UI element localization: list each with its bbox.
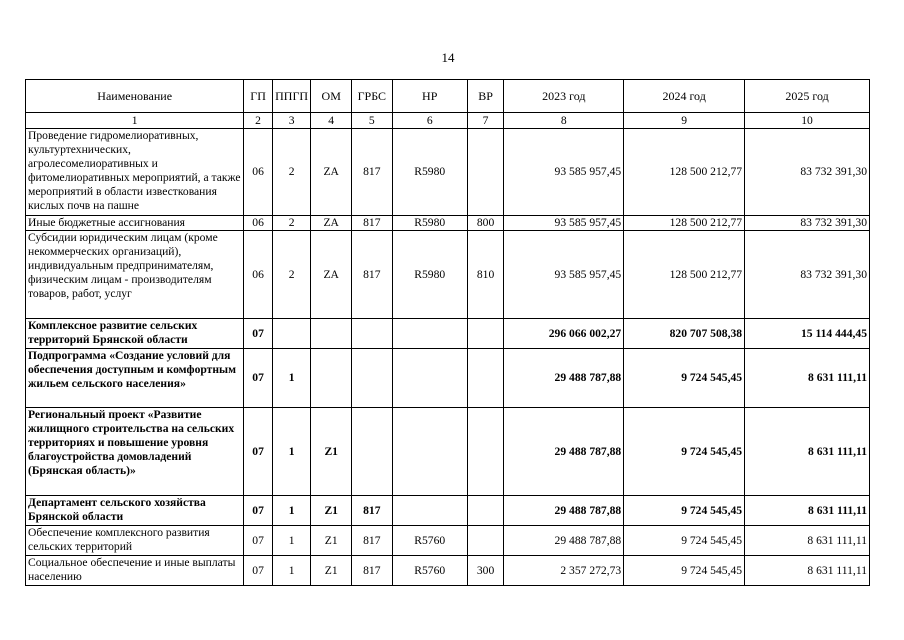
row-vr [467,526,504,556]
row-name: Обеспечение комплексного развития сельских территорий [26,526,244,556]
row-grbs: 817 [352,216,393,231]
row-ppgp: 1 [272,496,311,526]
row-vr [467,349,504,408]
row-nr [392,349,467,408]
header-gp: ГП [244,80,272,113]
row-nr: R5980 [392,129,467,216]
row-grbs: 817 [352,556,393,586]
row-name: Департамент сельского хозяйства Брянской области [26,496,244,526]
row-om: Z1 [311,526,352,556]
row-name: Социальное обеспечение и иные выплаты населению [26,556,244,586]
row-amount-2023: 2 357 272,73 [504,556,624,586]
row-amount-2025: 83 732 391,30 [745,231,870,319]
column-number: 8 [504,113,624,129]
row-vr [467,408,504,496]
header-vr: ВР [467,80,504,113]
table-row [26,216,870,231]
header-nr: НР [392,80,467,113]
row-amount-2023: 93 585 957,45 [504,129,624,216]
row-nr: R5980 [392,216,467,231]
column-number: 1 [26,113,244,129]
row-amount-2025: 83 732 391,30 [745,129,870,216]
row-nr: R5980 [392,231,467,319]
row-gp: 07 [244,319,272,349]
header-2023: 2023 год [504,80,624,113]
row-name: Субсидии юридическим лицам (кроме некоммерческих организаций), индивидуальным предпринимателям, физическим лицам - производителям товаров, работ, услуг [26,231,244,319]
row-nr: R5760 [392,556,467,586]
table-row [26,526,870,556]
table-row [26,556,870,586]
row-amount-2024: 9 724 545,45 [624,349,745,408]
column-number-row [26,113,870,129]
row-nr [392,408,467,496]
row-grbs: 817 [352,526,393,556]
row-gp: 07 [244,496,272,526]
column-number: 10 [745,113,870,129]
row-gp: 06 [244,216,272,231]
row-grbs [352,349,393,408]
row-nr [392,319,467,349]
row-name: Проведение гидромелиоративных, культуртехнических, агролесомелиоративных и фитомелиоративных мероприятий, а также мероприятий в области известкования кислых почв на пашне [26,129,244,216]
row-vr: 800 [467,216,504,231]
row-vr [467,319,504,349]
header-grbs: ГРБС [352,80,393,113]
row-gp: 07 [244,556,272,586]
row-vr: 810 [467,231,504,319]
row-amount-2023: 29 488 787,88 [504,496,624,526]
row-gp: 06 [244,231,272,319]
budget-table [25,79,870,586]
row-ppgp: 2 [272,231,311,319]
row-ppgp: 1 [272,349,311,408]
row-amount-2024: 9 724 545,45 [624,526,745,556]
row-ppgp: 2 [272,129,311,216]
row-amount-2023: 29 488 787,88 [504,349,624,408]
header-ppgp: ППГП [272,80,311,113]
header-row [26,80,870,113]
row-grbs [352,408,393,496]
row-amount-2025: 83 732 391,30 [745,216,870,231]
row-amount-2025: 8 631 111,11 [745,349,870,408]
table-row [26,231,870,319]
row-grbs: 817 [352,496,393,526]
header-2025: 2025 год [745,80,870,113]
row-amount-2025: 8 631 111,11 [745,556,870,586]
header-2024: 2024 год [624,80,745,113]
column-number: 2 [244,113,272,129]
row-amount-2024: 820 707 508,38 [624,319,745,349]
row-name: Комплексное развитие сельских территорий Брянской области [26,319,244,349]
row-nr: R5760 [392,526,467,556]
row-amount-2025: 15 114 444,45 [745,319,870,349]
row-om: Z1 [311,496,352,526]
column-number: 7 [467,113,504,129]
row-ppgp [272,319,311,349]
row-amount-2024: 9 724 545,45 [624,408,745,496]
column-number: 3 [272,113,311,129]
row-amount-2023: 93 585 957,45 [504,231,624,319]
row-grbs [352,319,393,349]
row-name: Подпрограмма «Создание условий для обеспечения доступным и комфортным жильем сельского населения» [26,349,244,408]
row-amount-2025: 8 631 111,11 [745,526,870,556]
table-row [26,496,870,526]
row-vr: 300 [467,556,504,586]
column-number: 9 [624,113,745,129]
column-number: 5 [352,113,393,129]
row-amount-2023: 29 488 787,88 [504,408,624,496]
row-amount-2024: 9 724 545,45 [624,556,745,586]
row-ppgp: 1 [272,408,311,496]
row-ppgp: 1 [272,556,311,586]
row-om [311,319,352,349]
table-row [26,349,870,408]
row-ppgp: 2 [272,216,311,231]
table-row [26,129,870,216]
row-amount-2024: 128 500 212,77 [624,231,745,319]
row-gp: 06 [244,129,272,216]
row-om: Z1 [311,408,352,496]
row-grbs: 817 [352,129,393,216]
row-grbs: 817 [352,231,393,319]
row-amount-2024: 128 500 212,77 [624,129,745,216]
row-vr [467,129,504,216]
row-om: ZA [311,129,352,216]
column-number: 4 [311,113,352,129]
column-number: 6 [392,113,467,129]
row-om [311,349,352,408]
row-nr [392,496,467,526]
row-om: Z1 [311,556,352,586]
row-om: ZA [311,216,352,231]
row-gp: 07 [244,349,272,408]
row-amount-2023: 296 066 002,27 [504,319,624,349]
row-amount-2024: 128 500 212,77 [624,216,745,231]
row-amount-2024: 9 724 545,45 [624,496,745,526]
row-gp: 07 [244,526,272,556]
table-row [26,319,870,349]
row-amount-2023: 29 488 787,88 [504,526,624,556]
row-om: ZA [311,231,352,319]
row-amount-2025: 8 631 111,11 [745,496,870,526]
row-gp: 07 [244,408,272,496]
row-amount-2025: 8 631 111,11 [745,408,870,496]
row-ppgp: 1 [272,526,311,556]
row-name: Региональный проект «Развитие жилищного строительства на сельских территориях и повышение уровня благоустройства домовладений (Брянская область)» [26,408,244,496]
table-row [26,408,870,496]
row-vr [467,496,504,526]
header-name: Наименование [26,80,244,113]
header-om: ОМ [311,80,352,113]
page-number: 14 [441,50,455,65]
row-name: Иные бюджетные ассигнования [26,216,244,231]
row-amount-2023: 93 585 957,45 [504,216,624,231]
